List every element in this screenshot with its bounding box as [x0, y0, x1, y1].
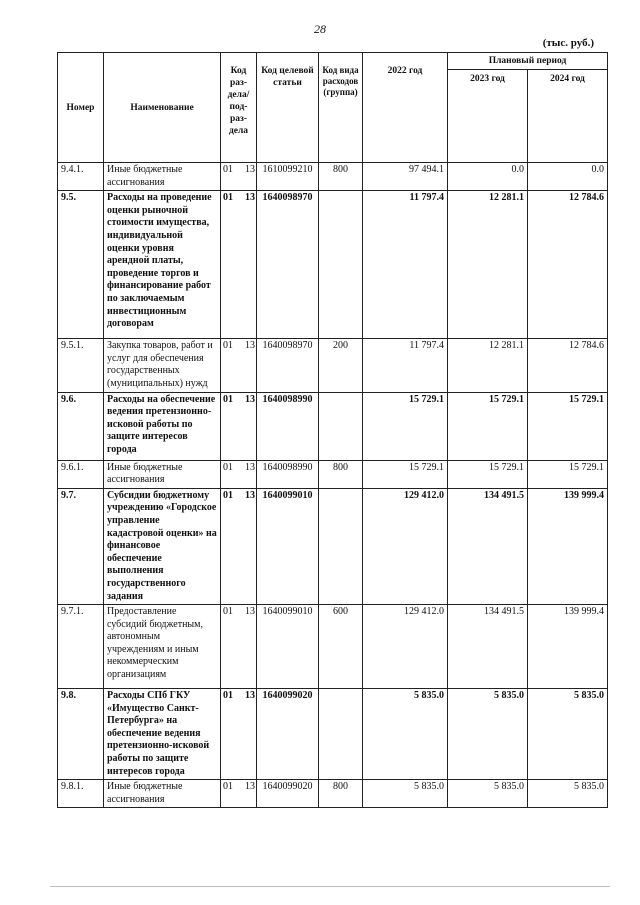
row-value-2022: 5 835.0 [363, 689, 448, 780]
row-name: Расходы на проведение оценки рыночной стоимости имущества, индивидуальной оценки уровня арендной платы, проведение торгов и финансирование работ по заключаемым инвестиционным договорам [104, 191, 221, 339]
row-number: 9.4.1. [58, 163, 104, 191]
row-value-2022: 129 412.0 [363, 488, 448, 604]
row-value-2022: 5 835.0 [363, 780, 448, 808]
row-section-code [221, 339, 257, 392]
table-row [58, 689, 608, 780]
header-number: Номер [58, 53, 104, 163]
row-target-code: 1640099020 [257, 689, 319, 780]
subsection-code: 13 [245, 781, 255, 793]
page-number: 28 [314, 22, 326, 36]
bottom-rule [50, 886, 610, 887]
section-code: 01 [223, 164, 233, 175]
subsection-code: 13 [245, 606, 255, 618]
row-value-2023: 5 835.0 [448, 780, 528, 808]
table-row [58, 488, 608, 604]
row-name: Иные бюджетные ассигнования [104, 460, 221, 488]
row-section-code [221, 392, 257, 460]
table-row [58, 460, 608, 488]
row-value-2024: 12 784.6 [528, 339, 608, 392]
row-expense-type: 200 [319, 339, 363, 392]
table-row [58, 780, 608, 808]
header-section-code: Код раз-дела/ под-раз-дела [221, 53, 257, 163]
row-value-2024: 0.0 [528, 163, 608, 191]
row-target-code: 1640098990 [257, 460, 319, 488]
row-expense-type: 800 [319, 163, 363, 191]
row-value-2022: 129 412.0 [363, 605, 448, 689]
row-value-2022: 97 494.1 [363, 163, 448, 191]
row-value-2024: 5 835.0 [528, 689, 608, 780]
row-section-code [221, 163, 257, 191]
row-value-2022: 15 729.1 [363, 460, 448, 488]
row-expense-type: 600 [319, 605, 363, 689]
row-value-2024: 139 999.4 [528, 488, 608, 604]
subsection-code: 13 [245, 192, 255, 204]
row-value-2023: 5 835.0 [448, 689, 528, 780]
row-expense-type: 800 [319, 460, 363, 488]
header-year-2022: 2022 год [363, 53, 448, 163]
table-row [58, 191, 608, 339]
row-value-2022: 11 797.4 [363, 191, 448, 339]
header-year-2023: 2023 год [448, 70, 528, 163]
row-section-code [221, 191, 257, 339]
row-number: 9.7.1. [58, 605, 104, 689]
row-value-2024: 15 729.1 [528, 460, 608, 488]
row-name: Иные бюджетные ассигнования [104, 780, 221, 808]
row-target-code: 1610099210 [257, 163, 319, 191]
row-name: Расходы на обеспечение ведения претензионно-исковой работы по защите интересов города [104, 392, 221, 460]
row-expense-type [319, 488, 363, 604]
subsection-code: 13 [245, 164, 255, 175]
header-target-code: Код целевой статьи [257, 53, 319, 163]
row-target-code: 1640099010 [257, 488, 319, 604]
row-name: Закупка товаров, работ и услуг для обеспечения государственных (муниципальных) нужд [104, 339, 221, 392]
units-label: (тыс. руб.) [542, 37, 594, 49]
table-body [58, 163, 608, 808]
row-expense-type: 800 [319, 780, 363, 808]
row-number: 9.7. [58, 488, 104, 604]
row-target-code: 1640098970 [257, 339, 319, 392]
subsection-code: 13 [245, 461, 255, 473]
subsection-code: 13 [245, 489, 255, 501]
budget-table [57, 52, 608, 808]
row-expense-type [319, 392, 363, 460]
row-value-2023: 12 281.1 [448, 191, 528, 339]
row-section-code [221, 488, 257, 604]
row-number: 9.6.1. [58, 460, 104, 488]
row-number: 9.8. [58, 689, 104, 780]
row-section-code [221, 605, 257, 689]
row-number: 9.8.1. [58, 780, 104, 808]
row-value-2023: 134 491.5 [448, 605, 528, 689]
row-value-2024: 5 835.0 [528, 780, 608, 808]
row-target-code: 1640099020 [257, 780, 319, 808]
row-expense-type [319, 191, 363, 339]
row-value-2022: 11 797.4 [363, 339, 448, 392]
row-value-2024: 139 999.4 [528, 605, 608, 689]
row-number: 9.5.1. [58, 339, 104, 392]
row-target-code: 1640099010 [257, 605, 319, 689]
table-row [58, 605, 608, 689]
table-row [58, 392, 608, 460]
row-target-code: 1640098970 [257, 191, 319, 339]
row-value-2023: 15 729.1 [448, 392, 528, 460]
row-target-code: 1640098990 [257, 392, 319, 460]
row-value-2023: 0.0 [448, 163, 528, 191]
section-code: 01 [223, 606, 233, 618]
subsection-code: 13 [245, 393, 255, 405]
row-section-code [221, 689, 257, 780]
row-name: Предоставление субсидий бюджетным, автономным учреждениям и иным некоммерческим организациям [104, 605, 221, 689]
header-planned-period: Плановый период [448, 53, 608, 70]
row-name: Субсидии бюджетному учреждению «Городское управление кадастровой оценки» на финансовое обеспечение выполнения государственного задания [104, 488, 221, 604]
table-row [58, 339, 608, 392]
section-code: 01 [223, 340, 233, 352]
section-code: 01 [223, 690, 233, 702]
header-year-2024: 2024 год [528, 70, 608, 163]
header-expense-type-code: Код вида расходов (группа) [319, 53, 363, 163]
header-name: Наименование [104, 53, 221, 163]
row-value-2024: 12 784.6 [528, 191, 608, 339]
section-code: 01 [223, 489, 233, 501]
row-number: 9.6. [58, 392, 104, 460]
row-value-2023: 134 491.5 [448, 488, 528, 604]
row-expense-type [319, 689, 363, 780]
subsection-code: 13 [245, 340, 255, 352]
row-section-code [221, 780, 257, 808]
row-number: 9.5. [58, 191, 104, 339]
row-value-2023: 15 729.1 [448, 460, 528, 488]
row-value-2022: 15 729.1 [363, 392, 448, 460]
section-code: 01 [223, 192, 233, 204]
row-value-2023: 12 281.1 [448, 339, 528, 392]
table-row [58, 163, 608, 191]
row-name: Расходы СПб ГКУ «Имущество Санкт-Петербурга» на обеспечение ведения претензионно-исковой работы по защите интересов города [104, 689, 221, 780]
section-code: 01 [223, 461, 233, 473]
subsection-code: 13 [245, 690, 255, 702]
row-value-2024: 15 729.1 [528, 392, 608, 460]
row-section-code [221, 460, 257, 488]
row-name: Иные бюджетные ассигнования [104, 163, 221, 191]
section-code: 01 [223, 781, 233, 793]
section-code: 01 [223, 393, 233, 405]
